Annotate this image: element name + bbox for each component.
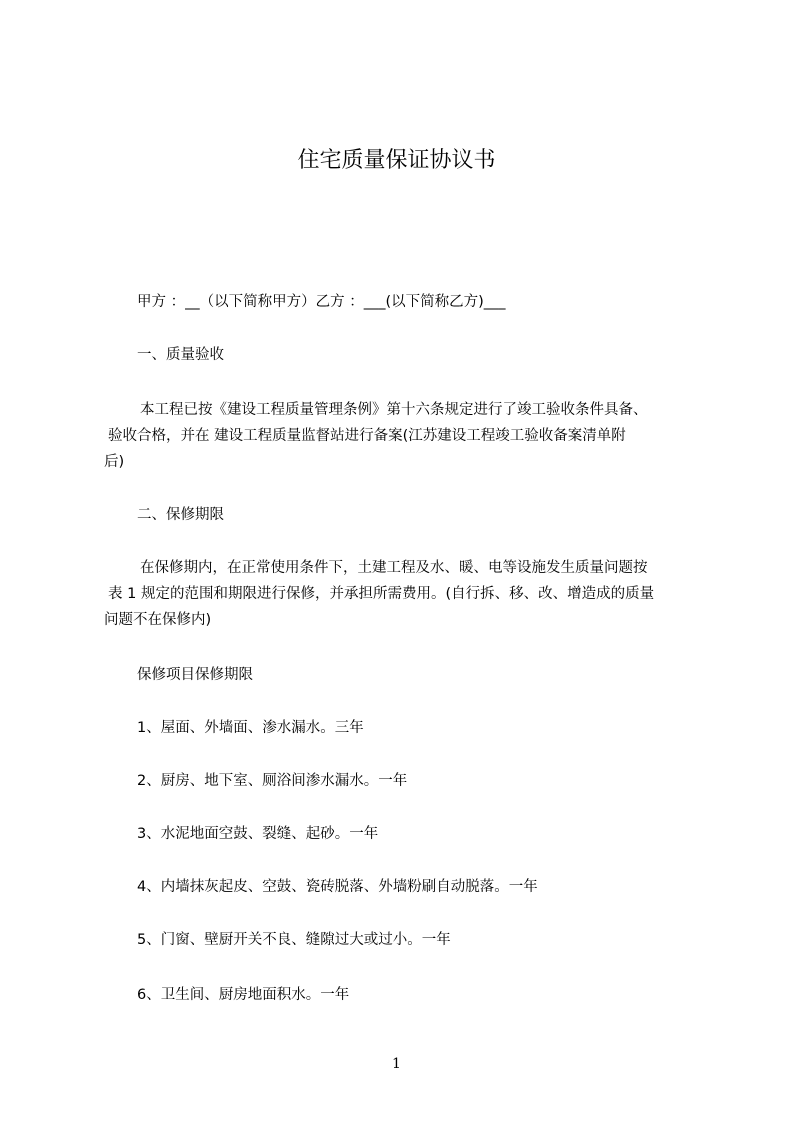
paragraph-line: 本工程已按《建设工程质量管理条例》第十六条规定进行了竣工验收条件具备、 [140, 402, 648, 418]
document-title: 住宅质量保证协议书 [297, 148, 496, 173]
paragraph-line: 在保修期内，在正常使用条件下，土建工程及水、暖、电等设施发生质量问题按 [140, 560, 648, 576]
section-heading-warranty-period: 二、保修期限 [137, 507, 224, 523]
warranty-item: 6、卫生间、厨房地面积水。一年 [137, 987, 350, 1003]
paragraph-line: 表 1 规定的范围和期限进行保修，并承担所需费用。(自行拆、移、改、增造成的质量 [108, 586, 655, 602]
warranty-item: 2、厨房、地下室、厕浴间渗水漏水。一年 [137, 773, 408, 789]
warranty-item: 1、屋面、外墙面、渗水漏水。三年 [137, 720, 364, 736]
warranty-item: 5、门窗、壁厨开关不良、缝隙过大或过小。一年 [137, 932, 451, 948]
page-number: 1 [392, 1056, 401, 1072]
warranty-item: 3、水泥地面空鼓、裂缝、起砂。一年 [137, 826, 379, 842]
warranty-item: 4、内墙抹灰起皮、空鼓、瓷砖脱落、外墙粉刷自动脱落。一年 [137, 879, 538, 895]
items-heading: 保修项目保修期限 [137, 667, 253, 683]
paragraph-line: 验收合格，并在 建设工程质量监督站进行备案(江苏建设工程竣工验收备案清单附 [108, 428, 626, 444]
section-quality-acceptance-paragraph [104, 397, 698, 475]
section-warranty-period-paragraph [104, 555, 698, 633]
parties-line: 甲方 ：__（以下简称甲方）乙方 ：___(以下简称乙方)___ [137, 294, 506, 310]
paragraph-line: 问题不在保修内) [104, 612, 212, 628]
section-heading-quality-acceptance: 一、质量验收 [137, 347, 224, 363]
paragraph-line: 后) [104, 454, 125, 470]
